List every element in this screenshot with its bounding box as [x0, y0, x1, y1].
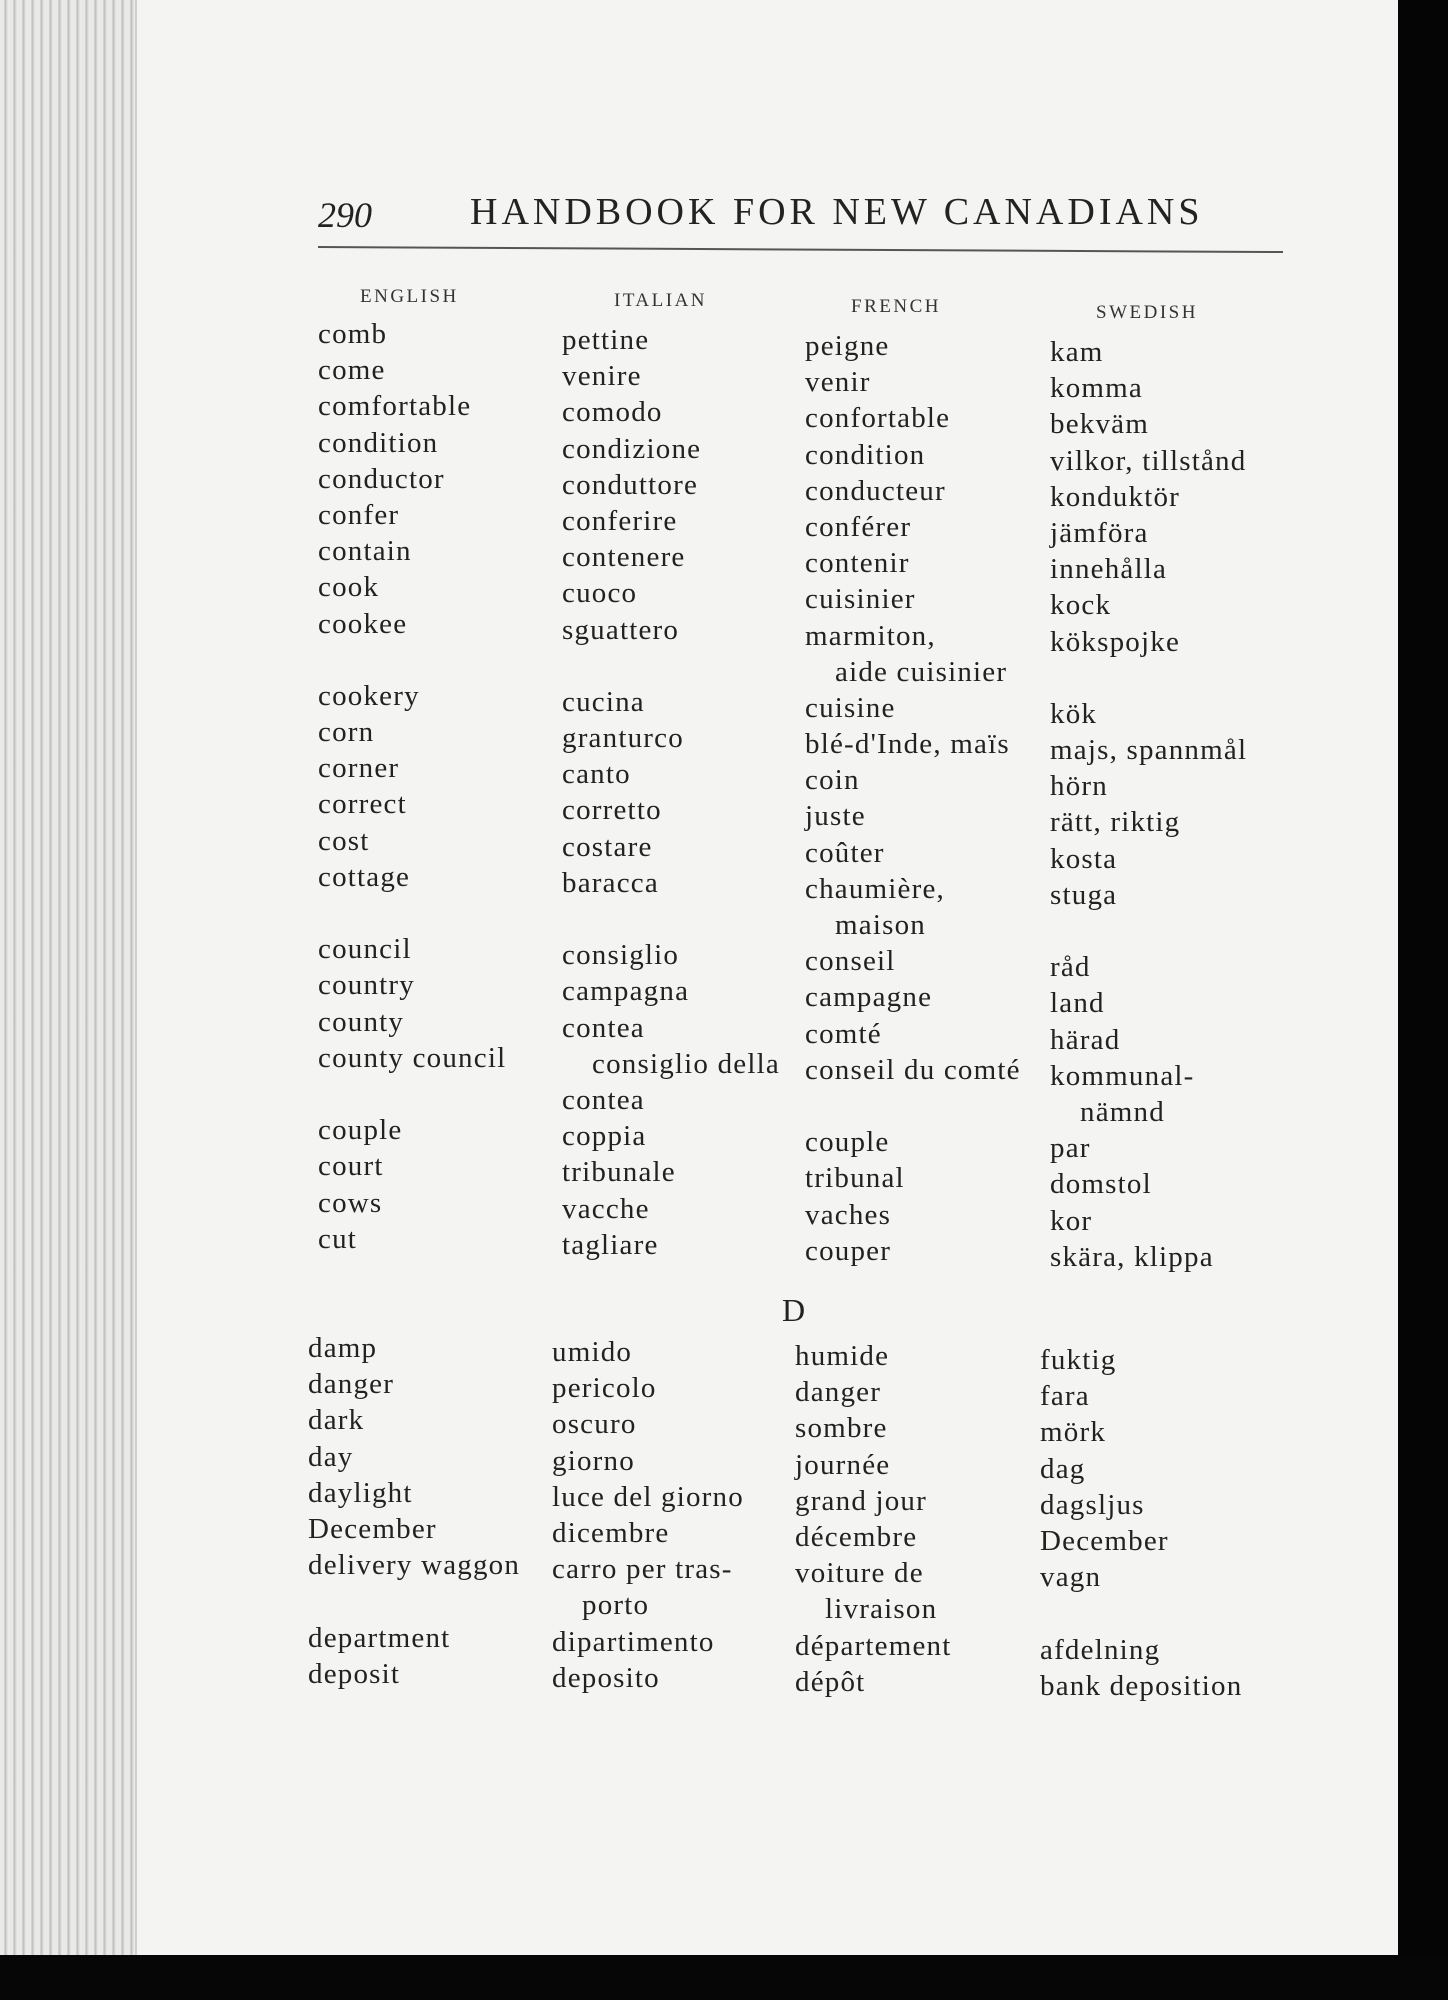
vocabulary-entry: dépôt [795, 1665, 866, 1698]
vocabulary-entry: par [1050, 1132, 1091, 1165]
vocabulary-entry: condizione [562, 432, 702, 465]
vocabulary-entry [318, 642, 506, 678]
column-heading-swedish: SWEDISH [1096, 302, 1198, 323]
section-c-swedish-column [1050, 334, 1247, 1275]
vocabulary-entry: coûter [805, 836, 885, 869]
vocabulary-entry: fara [1040, 1380, 1090, 1413]
vocabulary-entry: cuisinier [805, 583, 916, 616]
vocabulary-entry: cucina [562, 685, 645, 718]
vocabulary-entry: fuktig [1040, 1344, 1117, 1376]
dark-background-bottom [0, 1955, 1448, 2000]
vocabulary-entry: kommunal- [1050, 1059, 1195, 1092]
vocabulary-entry: deposito [552, 1661, 660, 1694]
vocabulary-entry: carro per tras- [552, 1553, 733, 1586]
vocabulary-entry: comté [805, 1017, 882, 1050]
vocabulary-entry: peigne [805, 330, 890, 362]
page-number: 290 [318, 195, 372, 235]
column-heading-italian: ITALIAN [614, 290, 708, 311]
vocabulary-entry: tribunale [562, 1156, 676, 1189]
vocabulary-entry: tagliare [562, 1228, 659, 1261]
book-page-edges [0, 0, 137, 1955]
vocabulary-entry [318, 1076, 506, 1112]
vocabulary-entry: conferire [562, 504, 678, 537]
section-c-italian-column [562, 322, 780, 1263]
vocabulary-entry: cottage [318, 860, 411, 893]
vocabulary-entry: delivery waggon [308, 1549, 521, 1582]
vocabulary-entry: conseil du comté [805, 1053, 1021, 1086]
vocabulary-entry: campagna [562, 975, 690, 1008]
vocabulary-entry: venir [805, 366, 871, 399]
vocabulary-entry: confortable [805, 402, 951, 435]
vocabulary-entry: cookery [318, 679, 420, 712]
vocabulary-entry: county [318, 1005, 405, 1038]
vocabulary-entry: oscuro [552, 1408, 637, 1441]
vocabulary-entry: pettine [562, 324, 650, 356]
vocabulary-entry: contenere [562, 541, 686, 574]
vocabulary-entry: contain [318, 535, 412, 568]
vocabulary-entry: stuga [1050, 878, 1118, 911]
vocabulary-entry: cook [318, 571, 380, 604]
vocabulary-entry: maison [835, 909, 926, 941]
vocabulary-entry: couple [318, 1114, 403, 1147]
vocabulary-entry: tribunal [805, 1162, 905, 1195]
vocabulary-entry: daylight [308, 1476, 413, 1509]
vocabulary-entry: condition [318, 426, 439, 459]
vocabulary-entry [1050, 913, 1247, 949]
vocabulary-entry: cost [318, 824, 370, 857]
vocabulary-entry [1050, 660, 1247, 696]
vocabulary-entry: coin [805, 764, 860, 797]
vocabulary-entry: cut [318, 1222, 358, 1255]
vocabulary-entry: cookee [318, 607, 408, 640]
vocabulary-entry: décembre [795, 1520, 918, 1553]
vocabulary-entry: dicembre [552, 1516, 670, 1549]
vocabulary-entry: couple [805, 1126, 890, 1159]
vocabulary-entry: cows [318, 1186, 383, 1219]
vocabulary-entry: county council [318, 1041, 507, 1074]
vocabulary-entry: corretto [562, 794, 662, 827]
vocabulary-entry: département [795, 1629, 952, 1662]
vocabulary-entry: majs, spannmål [1050, 734, 1248, 767]
vocabulary-entry: deposit [308, 1657, 401, 1690]
vocabulary-entry: konduktör [1050, 480, 1181, 513]
vocabulary-entry: domstol [1050, 1168, 1152, 1201]
vocabulary-entry: contenir [805, 547, 910, 580]
vocabulary-entry: comodo [562, 396, 663, 429]
vocabulary-entry: contea [562, 1011, 645, 1044]
vocabulary-entry: humide [795, 1340, 890, 1372]
vocabulary-entry: voiture de [795, 1557, 924, 1590]
vocabulary-entry: härad [1050, 1023, 1121, 1056]
vocabulary-entry: venire [562, 360, 642, 393]
vocabulary-entry: December [1040, 1524, 1169, 1557]
vocabulary-entry: vaches [805, 1198, 892, 1231]
page-header [318, 190, 1278, 250]
vocabulary-entry: kök [1050, 697, 1098, 730]
vocabulary-entry: afdelning [1040, 1633, 1161, 1666]
vocabulary-entry: corn [318, 716, 375, 749]
vocabulary-entry [1040, 1595, 1242, 1631]
vocabulary-entry: porto [582, 1589, 650, 1622]
vocabulary-entry: hörn [1050, 770, 1108, 803]
section-d-italian-column [552, 1334, 744, 1696]
vocabulary-entry: consiglio [562, 939, 680, 972]
vocabulary-entry: mörk [1040, 1416, 1107, 1449]
vocabulary-entry [308, 1583, 520, 1619]
section-d-french-column [795, 1338, 952, 1700]
vocabulary-entry: December [308, 1512, 437, 1545]
vocabulary-entry: baracca [562, 866, 659, 899]
vocabulary-entry: council [318, 933, 412, 966]
vocabulary-entry: bank deposition [1040, 1669, 1243, 1702]
vocabulary-entry: råd [1050, 951, 1091, 984]
vocabulary-entry: vilkor, tillstånd [1050, 444, 1247, 477]
vocabulary-entry: grand jour [795, 1484, 927, 1517]
vocabulary-entry [562, 901, 780, 937]
vocabulary-entry: country [318, 969, 415, 1002]
vocabulary-entry: condition [805, 438, 926, 471]
running-title: HANDBOOK FOR NEW CANADIANS [470, 191, 1204, 233]
vocabulary-entry: conducteur [805, 474, 946, 507]
vocabulary-entry: umido [552, 1336, 633, 1368]
vocabulary-entry: danger [308, 1368, 395, 1401]
vocabulary-entry: granturco [562, 722, 684, 755]
vocabulary-entry: skära, klippa [1050, 1240, 1214, 1273]
section-letter-d: D [782, 1292, 806, 1328]
vocabulary-entry: conseil [805, 945, 896, 978]
vocabulary-entry: couper [805, 1234, 892, 1267]
vocabulary-entry: pericolo [552, 1372, 657, 1405]
column-heading-english: ENGLISH [360, 286, 459, 307]
vocabulary-entry: dark [308, 1404, 365, 1437]
vocabulary-entry: kosta [1050, 842, 1118, 875]
vocabulary-entry: contea [562, 1083, 645, 1116]
vocabulary-entry: day [308, 1440, 354, 1473]
vocabulary-entry: dagsljus [1040, 1488, 1145, 1521]
vocabulary-entry: vacche [562, 1192, 650, 1225]
vocabulary-entry: innehålla [1050, 553, 1168, 586]
vocabulary-entry: luce del giorno [552, 1480, 744, 1513]
dark-background-right [1398, 0, 1448, 2000]
vocabulary-entry: bekväm [1050, 408, 1150, 441]
vocabulary-entry: marmiton, [805, 619, 936, 652]
vocabulary-entry: costare [562, 830, 653, 863]
column-heading-french: FRENCH [851, 296, 941, 317]
vocabulary-entry: nämnd [1080, 1095, 1165, 1128]
vocabulary-entry: department [308, 1621, 451, 1654]
vocabulary-entry: damp [308, 1332, 378, 1364]
vocabulary-entry: dag [1040, 1452, 1086, 1485]
vocabulary-entry: kor [1050, 1204, 1093, 1237]
vocabulary-entry: conduttore [562, 468, 699, 501]
vocabulary-entry: juste [805, 800, 866, 833]
vocabulary-entry: consiglio della [592, 1047, 780, 1080]
vocabulary-entry: conférer [805, 510, 912, 543]
vocabulary-entry: sombre [795, 1412, 888, 1445]
vocabulary-entry: corner [318, 752, 400, 785]
vocabulary-entry: comb [318, 318, 388, 350]
vocabulary-entry: sguattero [562, 613, 680, 646]
vocabulary-entry: rätt, riktig [1050, 806, 1181, 839]
vocabulary-entry: vagn [1040, 1561, 1102, 1594]
vocabulary-entry: conductor [318, 462, 445, 495]
vocabulary-entry: jämföra [1050, 516, 1149, 549]
vocabulary-entry: komma [1050, 372, 1143, 405]
vocabulary-entry: land [1050, 987, 1105, 1020]
vocabulary-entry: comfortable [318, 390, 472, 423]
vocabulary-entry: cuoco [562, 577, 638, 610]
vocabulary-entry: cuisine [805, 691, 896, 724]
vocabulary-entry [562, 648, 780, 684]
vocabulary-entry: coppia [562, 1120, 647, 1153]
vocabulary-entry: canto [562, 758, 631, 791]
section-d-english-column [308, 1330, 520, 1692]
vocabulary-entry: aide cuisinier [835, 655, 1008, 688]
vocabulary-entry: come [318, 354, 386, 387]
vocabulary-entry: chaumière, [805, 872, 946, 905]
section-c-french-column [805, 328, 1021, 1269]
vocabulary-entry: kam [1050, 336, 1104, 368]
vocabulary-entry: correct [318, 788, 407, 821]
vocabulary-entry: livraison [825, 1593, 938, 1626]
vocabulary-entry: kökspojke [1050, 625, 1181, 658]
vocabulary-entry: court [318, 1150, 384, 1183]
section-c-english-column [318, 316, 506, 1257]
vocabulary-entry [318, 895, 506, 931]
vocabulary-entry: journée [795, 1448, 891, 1481]
vocabulary-entry: blé-d'Inde, maïs [805, 728, 1010, 761]
vocabulary-entry: danger [795, 1376, 882, 1409]
vocabulary-entry: confer [318, 498, 400, 531]
vocabulary-entry: kock [1050, 589, 1112, 622]
vocabulary-entry [805, 1088, 1021, 1124]
section-d-swedish-column [1040, 1342, 1242, 1704]
vocabulary-entry: campagne [805, 981, 933, 1014]
vocabulary-entry: giorno [552, 1444, 635, 1477]
vocabulary-entry: dipartimento [552, 1625, 715, 1658]
